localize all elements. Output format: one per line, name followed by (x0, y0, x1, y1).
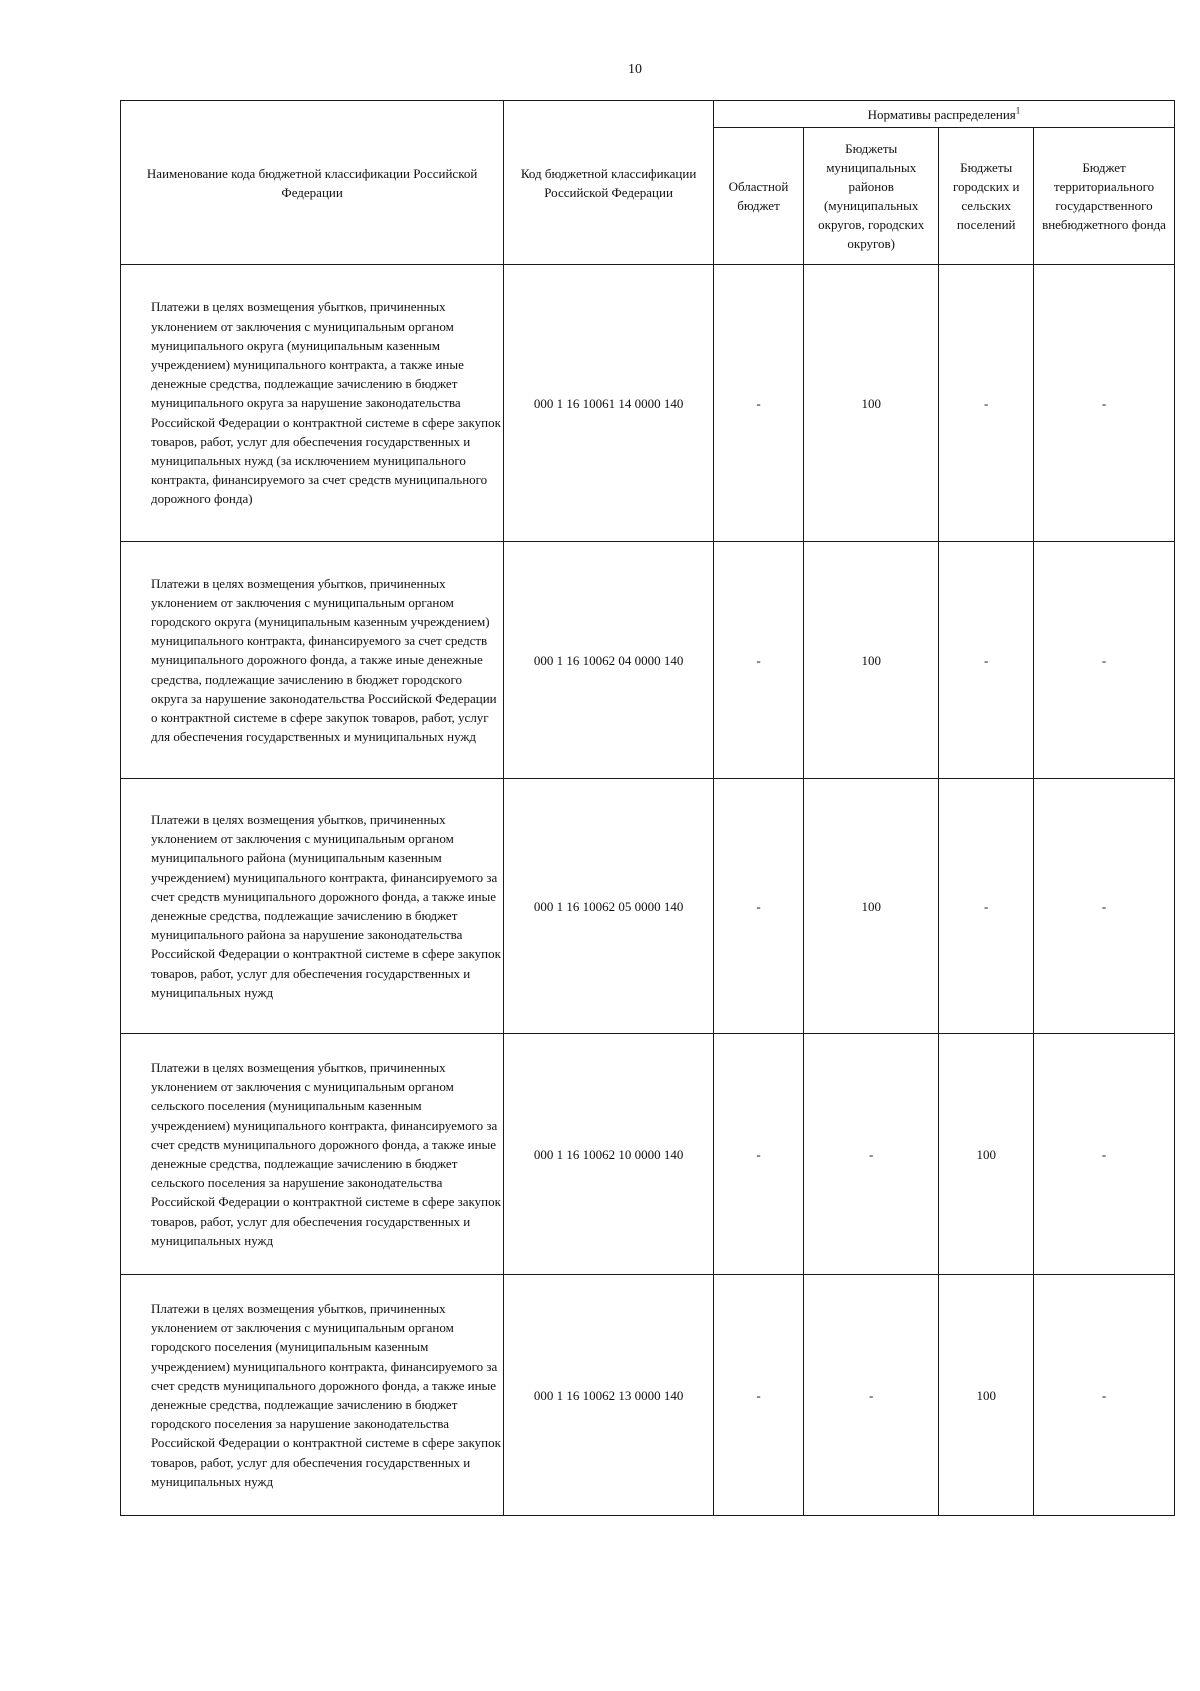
row-municipal-cell: 100 (804, 542, 939, 779)
row-name-cell: Платежи в целях возмещения убытков, причиненных уклонением от заключения с муниципальным органом муниципального района (муниципальным казенным учреждением) муниципального контракта, финансируемого за счет средств муниципального дорожного фонда, а также иные денежные средства, подлежащие зачислению в бюджет муниципального района за нарушение законодательства Российской Федерации о контрактной системе в сфере закупок товаров, работ, услуг для обеспечения государственных и муниципальных нужд (121, 779, 504, 1034)
row-regional-cell: - (713, 1275, 803, 1516)
row-code-cell: 000 1 16 10062 04 0000 140 (504, 542, 714, 779)
header-code: Код бюджетной классификации Российской Федерации (504, 101, 714, 265)
row-municipal-cell: - (804, 1275, 939, 1516)
table-row (121, 542, 1175, 779)
row-code-cell: 000 1 16 10062 13 0000 140 (504, 1275, 714, 1516)
table-header (121, 101, 1175, 265)
row-fund-cell: - (1034, 1034, 1175, 1275)
header-distribution-group (713, 101, 1174, 128)
row-code-cell: 000 1 16 10062 05 0000 140 (504, 779, 714, 1034)
row-regional-cell: - (713, 1034, 803, 1275)
row-settlements-cell: - (939, 542, 1034, 779)
row-settlements-cell: 100 (939, 1034, 1034, 1275)
row-name-cell: Платежи в целях возмещения убытков, причиненных уклонением от заключения с муниципальным органом муниципального округа (муниципальным казенным учреждением) муниципального контракта, а также иные денежные средства, подлежащие зачислению в бюджет муниципального округа за нарушение законодательства Российской Федерации о контрактной системе в сфере закупок товаров, работ, услуг для обеспечения государственных и муниципальных нужд (за исключением муниципального контракта, финансируемого за счет средств муниципального дорожного фонда) (121, 265, 504, 542)
row-name-cell: Платежи в целях возмещения убытков, причиненных уклонением от заключения с муниципальным органом городского поселения (муниципальным казенным учреждением) муниципального контракта, финансируемого за счет средств муниципального дорожного фонда, а также иные денежные средства, подлежащие зачислению в бюджет городского поселения за нарушение законодательства Российской Федерации о контрактной системе в сфере закупок товаров, работ, услуг для обеспечения государственных и муниципальных нужд (121, 1275, 504, 1516)
table-row (121, 779, 1175, 1034)
row-name-cell: Платежи в целях возмещения убытков, причиненных уклонением от заключения с муниципальным органом сельского поселения (муниципальным казенным учреждением) муниципального контракта, финансируемого за счет средств муниципального дорожного фонда, а также иные денежные средства, подлежащие зачислению в бюджет сельского поселения за нарушение законодательства Российской Федерации о контрактной системе в сфере закупок товаров, работ, услуг для обеспечения государственных и муниципальных нужд (121, 1034, 504, 1275)
row-municipal-cell: 100 (804, 779, 939, 1034)
row-code-cell: 000 1 16 10061 14 0000 140 (504, 265, 714, 542)
row-settlements-cell: 100 (939, 1275, 1034, 1516)
row-fund-cell: - (1034, 542, 1175, 779)
row-fund-cell: - (1034, 265, 1175, 542)
footnote-marker: 1 (1015, 105, 1021, 116)
row-name-cell: Платежи в целях возмещения убытков, причиненных уклонением от заключения с муниципальным органом городского округа (муниципальным казенным учреждением) муниципального контракта, финансируемого за счет средств муниципального дорожного фонда, а также иные денежные средства, подлежащие зачислению в бюджет городского округа за нарушение законодательства Российской Федерации о контрактной системе в сфере закупок товаров, работ, услуг для обеспечения государственных и муниципальных нужд (121, 542, 504, 779)
row-regional-cell: - (713, 265, 803, 542)
header-name: Наименование кода бюджетной классификации Российской Федерации (121, 101, 504, 265)
budget-classification-table (120, 100, 1175, 1516)
row-code-cell: 000 1 16 10062 10 0000 140 (504, 1034, 714, 1275)
header-regional-budget: Областной бюджет (713, 128, 803, 265)
table-row (121, 1275, 1175, 1516)
row-fund-cell: - (1034, 1275, 1175, 1516)
header-extrabudgetary-fund: Бюджет территориального государственного внебюджетного фонда (1034, 128, 1175, 265)
table-row (121, 265, 1175, 542)
row-regional-cell: - (713, 542, 803, 779)
header-municipal-budgets: Бюджеты муниципальных районов (муниципальных округов, городских округов) (804, 128, 939, 265)
row-settlements-cell: - (939, 265, 1034, 542)
header-distribution-label: Нормативы распределения (867, 106, 1016, 122)
row-fund-cell: - (1034, 779, 1175, 1034)
header-settlement-budgets: Бюджеты городских и сельских поселений (939, 128, 1034, 265)
table-row (121, 1034, 1175, 1275)
table-body (121, 265, 1175, 1516)
row-regional-cell: - (713, 779, 803, 1034)
row-municipal-cell: 100 (804, 265, 939, 542)
row-municipal-cell: - (804, 1034, 939, 1275)
page-number: 10 (628, 62, 642, 77)
row-settlements-cell: - (939, 779, 1034, 1034)
